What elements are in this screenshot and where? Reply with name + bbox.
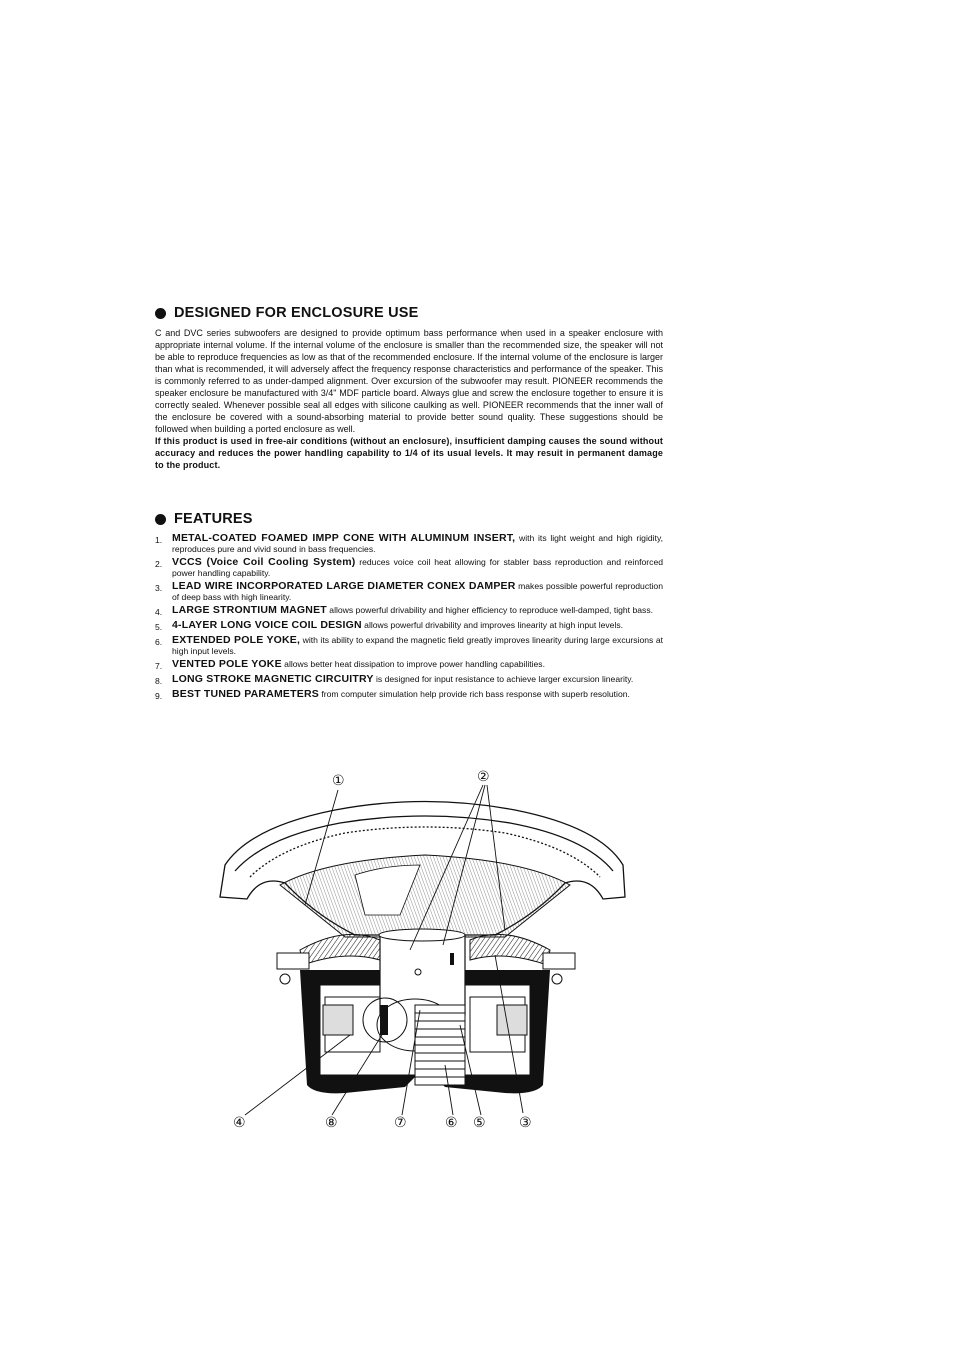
feature-text [172,605,663,618]
feature-item [155,533,663,555]
feature-text [172,659,663,672]
feature-description: reduces voice coil heat allowing for stabler bass reproduction and reinforced power handling capability. [172,557,663,578]
feature-description: allows powerful drivability and higher efficiency to reproduce well-damped, tight bass. [326,605,654,615]
enclosure-warning: If this product is used in free-air conditions (without an enclosure), insufficient damping causes the sound without accuracy and reduces the power handling capability to 1/4 of its usual levels. It may resuit in permanent damage to the product. [155,436,663,470]
feature-item [155,605,663,618]
callout-1: ① [332,773,345,789]
feature-description: allows powerful drivability and improves linearity at high input levels. [361,620,624,630]
feature-number: 9. [155,691,163,701]
callout-8: ⑧ [325,1115,338,1131]
callout-7: ⑦ [394,1115,407,1131]
feature-title: VENTED POLE YOKE [172,658,282,670]
feature-text [172,581,663,603]
feature-number: 5. [155,622,163,632]
feature-item [155,557,663,579]
feature-description: from computer simulation help provide rich bass response with superb resolution. [318,689,630,699]
callout-6: ⑥ [445,1115,458,1131]
callout-5: ⑤ [473,1115,486,1131]
vent-slot [380,1005,388,1035]
feature-text [172,620,663,633]
bullet-icon [155,308,166,319]
features-list [155,533,663,702]
feature-title: LARGE STRONTIUM MAGNET [172,604,327,616]
feature-item [155,635,663,657]
feature-description: with its light weight and high rigidity, reproduces pure and vivid sound in bass frequencies. [172,533,663,554]
callout-4: ④ [233,1115,246,1131]
feature-text [172,635,663,657]
feature-item [155,620,663,633]
speaker-cutaway-diagram [205,765,645,1135]
feature-text [172,689,663,702]
voice-coil [415,1005,465,1085]
feature-description: allows better heat dissipation to improve power handling capabilities. [281,659,545,669]
feature-title: LONG STROKE MAGNETIC CIRCUITRY [172,673,374,685]
features-heading [155,511,663,527]
feature-text [172,674,663,687]
features-heading-text: FEATURES [174,511,253,527]
enclosure-heading [155,305,663,321]
feature-title: VCCS (Voice Coil Cooling System) [172,556,356,568]
feature-number: 6. [155,637,163,647]
feature-title: BEST TUNED PARAMETERS [172,688,319,700]
feature-number: 4. [155,607,163,617]
feature-description: with its ability to expand the magnetic field greatly improves linearity during large excursions at high input levels. [172,635,663,656]
left-terminal-screw [280,974,290,984]
enclosure-body: C and DVC series subwoofers are designed to provide optimum bass performance when used in a speaker enclosure with appropriate internal volume. If the internal volume of the enclosure is smaller than the recommended size, the speaker will not be able to reproduce frequencies as low as that of the recommended enclosure. If the internal volume of the enclosure is larger than what is recommended, it will adversely affect the frequency response characteristics and performance of the speaker. This is commonly referred to as under-damped alignment. Over excursion of the subwoofer may result. PIONEER recommends the speaker enclosure be manufactured with 3/4" MDF particle board. Always glue and screw the enclosure together to ensure it is correctly sealed. Whenever possible seal all edges with silicone caulking as well. PIONEER recommends that the inner wall of the enclosure be covered with a sound-absorbing material to provide better sound quality. These suggestions should be followed when building a ported enclosure as well. [155,328,663,434]
left-terminal [277,953,309,969]
enclosure-heading-text: DESIGNED FOR ENCLOSURE USE [174,305,419,321]
feature-item [155,581,663,603]
feature-title: 4-LAYER LONG VOICE COIL DESIGN [172,619,362,631]
enclosure-section [155,305,663,471]
feature-text [172,533,663,555]
bullet-icon [155,514,166,525]
feature-number: 2. [155,559,163,569]
feature-number: 7. [155,661,163,671]
callout-2: ② [477,769,490,785]
feature-number: 3. [155,583,163,593]
feature-item [155,689,663,702]
right-terminal-screw [552,974,562,984]
feature-description: is designed for input resistance to achieve larger excursion linearity. [373,674,634,684]
feature-title: EXTENDED POLE YOKE, [172,634,301,646]
right-terminal [543,953,575,969]
feature-title: LEAD WIRE INCORPORATED LARGE DIAMETER CONEX DAMPER [172,580,516,592]
feature-number: 1. [155,535,163,545]
features-section [155,511,663,704]
feature-item [155,659,663,672]
feature-title: METAL-COATED FOAMED IMPP CONE WITH ALUMINUM INSERT, [172,532,516,544]
feature-number: 8. [155,676,163,686]
feature-item [155,674,663,687]
feature-description: makes possible powerful reproduction of deep bass with high linearity. [172,581,663,602]
feature-text [172,557,663,579]
callout-3: ③ [519,1115,532,1131]
